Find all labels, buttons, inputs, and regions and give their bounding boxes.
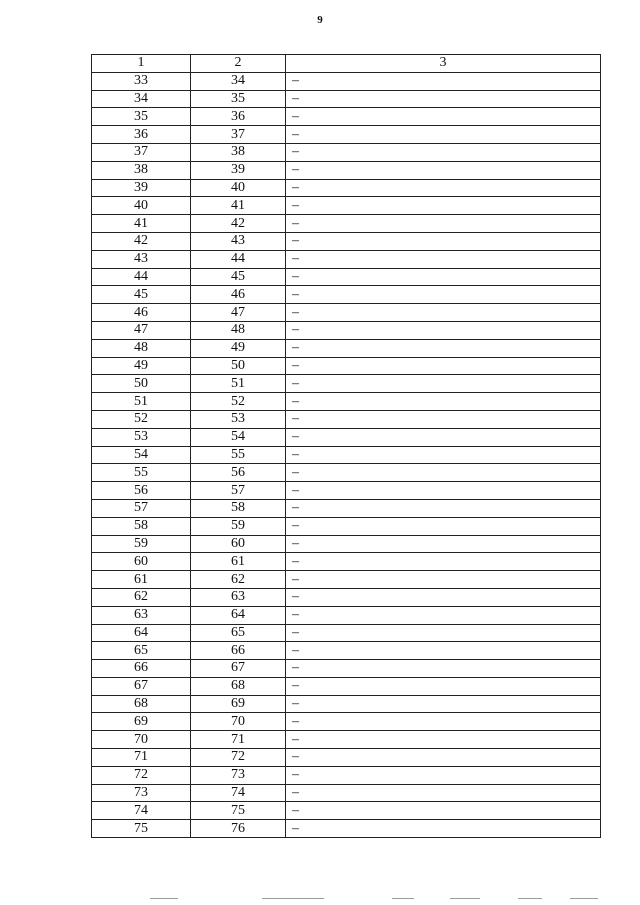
table-cell-col3: – xyxy=(286,304,601,322)
table-cell-col1: 35 xyxy=(92,108,191,126)
table-cell-col3: – xyxy=(286,375,601,393)
table-row xyxy=(92,642,601,660)
table-cell-col3: – xyxy=(286,749,601,767)
table-cell-col2: 35 xyxy=(191,90,286,108)
table-row xyxy=(92,695,601,713)
table-cell-col2: 69 xyxy=(191,695,286,713)
table-cell-col3: – xyxy=(286,499,601,517)
table-cell-col3: – xyxy=(286,571,601,589)
table-cell-col2: 46 xyxy=(191,286,286,304)
table-row xyxy=(92,286,601,304)
table-row xyxy=(92,232,601,250)
table-cell-col2: 54 xyxy=(191,428,286,446)
table-cell-col2: 48 xyxy=(191,321,286,339)
table-row xyxy=(92,482,601,500)
table-cell-col3: – xyxy=(286,161,601,179)
table-row xyxy=(92,410,601,428)
table-cell-col3: – xyxy=(286,695,601,713)
table-row xyxy=(92,215,601,233)
table-cell-col2: 58 xyxy=(191,499,286,517)
table-cell-col1: 47 xyxy=(92,321,191,339)
table-cell-col2: 72 xyxy=(191,749,286,767)
table-row xyxy=(92,571,601,589)
column-header-3: 3 xyxy=(286,55,601,73)
table-cell-col2: 70 xyxy=(191,713,286,731)
table-row xyxy=(92,143,601,161)
table-cell-col2: 76 xyxy=(191,820,286,838)
table-cell-col1: 59 xyxy=(92,535,191,553)
table-cell-col2: 74 xyxy=(191,784,286,802)
table-cell-col2: 62 xyxy=(191,571,286,589)
table-cell-col3: – xyxy=(286,393,601,411)
table-cell-col3: – xyxy=(286,428,601,446)
table-cell-col3: – xyxy=(286,588,601,606)
table-cell-col3: – xyxy=(286,713,601,731)
table-row xyxy=(92,197,601,215)
table-cell-col1: 71 xyxy=(92,749,191,767)
table-row xyxy=(92,464,601,482)
table-cell-col3: – xyxy=(286,766,601,784)
table-row xyxy=(92,517,601,535)
table-cell-col2: 50 xyxy=(191,357,286,375)
table-row xyxy=(92,820,601,838)
table-cell-col3: – xyxy=(286,677,601,695)
table-cell-col1: 38 xyxy=(92,161,191,179)
table-cell-col2: 57 xyxy=(191,482,286,500)
table-cell-col1: 52 xyxy=(92,410,191,428)
table-cell-col2: 75 xyxy=(191,802,286,820)
table-cell-col1: 70 xyxy=(92,731,191,749)
table-cell-col2: 41 xyxy=(191,197,286,215)
table-cell-col2: 68 xyxy=(191,677,286,695)
table-cell-col2: 71 xyxy=(191,731,286,749)
table-cell-col1: 75 xyxy=(92,820,191,838)
table-cell-col3: – xyxy=(286,108,601,126)
table-row xyxy=(92,713,601,731)
table-cell-col2: 64 xyxy=(191,606,286,624)
table-row xyxy=(92,250,601,268)
page-number: 9 xyxy=(317,14,323,26)
table-cell-col1: 54 xyxy=(92,446,191,464)
table-cell-col2: 38 xyxy=(191,143,286,161)
table-cell-col1: 33 xyxy=(92,72,191,90)
table-cell-col3: – xyxy=(286,321,601,339)
table-cell-col1: 62 xyxy=(92,588,191,606)
table-row xyxy=(92,393,601,411)
table-row xyxy=(92,108,601,126)
table-cell-col3: – xyxy=(286,250,601,268)
table-cell-col1: 50 xyxy=(92,375,191,393)
table-cell-col3: – xyxy=(286,517,601,535)
table-cell-col3: – xyxy=(286,446,601,464)
table-row xyxy=(92,624,601,642)
table-cell-col3: – xyxy=(286,482,601,500)
table-cell-col2: 34 xyxy=(191,72,286,90)
table-cell-col1: 49 xyxy=(92,357,191,375)
table-cell-col2: 37 xyxy=(191,126,286,144)
table-row xyxy=(92,428,601,446)
table-cell-col1: 74 xyxy=(92,802,191,820)
table-cell-col3: – xyxy=(286,784,601,802)
table-row xyxy=(92,72,601,90)
table-cell-col2: 52 xyxy=(191,393,286,411)
table-row xyxy=(92,535,601,553)
table-cell-col2: 66 xyxy=(191,642,286,660)
table-header-row xyxy=(92,55,601,73)
table-cell-col1: 42 xyxy=(92,232,191,250)
table-row xyxy=(92,553,601,571)
table-row xyxy=(92,126,601,144)
table-cell-col1: 66 xyxy=(92,660,191,678)
table-row xyxy=(92,304,601,322)
table-cell-col2: 45 xyxy=(191,268,286,286)
table-cell-col2: 51 xyxy=(191,375,286,393)
table-cell-col3: – xyxy=(286,410,601,428)
table-cell-col3: – xyxy=(286,802,601,820)
table-row xyxy=(92,446,601,464)
table-cell-col2: 59 xyxy=(191,517,286,535)
table-row xyxy=(92,499,601,517)
table-cell-col3: – xyxy=(286,215,601,233)
table-cell-col2: 47 xyxy=(191,304,286,322)
table-cell-col2: 40 xyxy=(191,179,286,197)
table-cell-col2: 53 xyxy=(191,410,286,428)
table-cell-col1: 68 xyxy=(92,695,191,713)
table-cell-col3: – xyxy=(286,339,601,357)
table-cell-col3: – xyxy=(286,90,601,108)
table-cell-col3: – xyxy=(286,268,601,286)
table-cell-col2: 55 xyxy=(191,446,286,464)
table-row xyxy=(92,677,601,695)
table-cell-col2: 63 xyxy=(191,588,286,606)
table-cell-col1: 58 xyxy=(92,517,191,535)
table-cell-col1: 60 xyxy=(92,553,191,571)
table-cell-col1: 37 xyxy=(92,143,191,161)
table-row xyxy=(92,749,601,767)
table-cell-col3: – xyxy=(286,197,601,215)
table-cell-col1: 69 xyxy=(92,713,191,731)
table-cell-col1: 57 xyxy=(92,499,191,517)
table-row xyxy=(92,179,601,197)
table-cell-col1: 51 xyxy=(92,393,191,411)
table-row xyxy=(92,766,601,784)
table-row xyxy=(92,784,601,802)
table-row xyxy=(92,268,601,286)
table-cell-col3: – xyxy=(286,606,601,624)
table-cell-col2: 43 xyxy=(191,232,286,250)
table-cell-col2: 65 xyxy=(191,624,286,642)
table-row xyxy=(92,660,601,678)
table-cell-col1: 43 xyxy=(92,250,191,268)
table-cell-col2: 67 xyxy=(191,660,286,678)
table-cell-col3: – xyxy=(286,143,601,161)
table-cell-col3: – xyxy=(286,72,601,90)
table-cell-col2: 61 xyxy=(191,553,286,571)
table-row xyxy=(92,161,601,179)
column-header-1: 1 xyxy=(92,55,191,73)
table-cell-col2: 39 xyxy=(191,161,286,179)
table-cell-col3: – xyxy=(286,535,601,553)
table-cell-col1: 34 xyxy=(92,90,191,108)
table-cell-col1: 73 xyxy=(92,784,191,802)
table-row xyxy=(92,375,601,393)
table-cell-col1: 41 xyxy=(92,215,191,233)
table-cell-col1: 45 xyxy=(92,286,191,304)
table-row xyxy=(92,339,601,357)
table-cell-col2: 36 xyxy=(191,108,286,126)
table-cell-col1: 65 xyxy=(92,642,191,660)
table-cell-col1: 53 xyxy=(92,428,191,446)
table-cell-col3: – xyxy=(286,642,601,660)
table-cell-col2: 60 xyxy=(191,535,286,553)
table-cell-col1: 44 xyxy=(92,268,191,286)
table-cell-col3: – xyxy=(286,464,601,482)
table-body xyxy=(92,72,601,837)
table-row xyxy=(92,802,601,820)
table-cell-col2: 44 xyxy=(191,250,286,268)
table-cell-col1: 67 xyxy=(92,677,191,695)
table-row xyxy=(92,321,601,339)
table-cell-col1: 36 xyxy=(92,126,191,144)
table-cell-col2: 49 xyxy=(191,339,286,357)
table-cell-col1: 55 xyxy=(92,464,191,482)
table-row xyxy=(92,357,601,375)
table-cell-col1: 61 xyxy=(92,571,191,589)
table-cell-col1: 48 xyxy=(92,339,191,357)
table-cell-col3: – xyxy=(286,232,601,250)
table-cell-col1: 72 xyxy=(92,766,191,784)
table-cell-col2: 42 xyxy=(191,215,286,233)
column-header-2: 2 xyxy=(191,55,286,73)
table-row xyxy=(92,588,601,606)
table-cell-col1: 64 xyxy=(92,624,191,642)
table-cell-col3: – xyxy=(286,553,601,571)
table-cell-col1: 39 xyxy=(92,179,191,197)
table-row xyxy=(92,606,601,624)
table-cell-col1: 63 xyxy=(92,606,191,624)
table-cell-col3: – xyxy=(286,126,601,144)
table-cell-col1: 40 xyxy=(92,197,191,215)
table-cell-col2: 56 xyxy=(191,464,286,482)
table-cell-col1: 46 xyxy=(92,304,191,322)
table-row xyxy=(92,90,601,108)
footer-scan-marks xyxy=(150,898,610,902)
table-row xyxy=(92,731,601,749)
table-cell-col3: – xyxy=(286,286,601,304)
table-cell-col1: 56 xyxy=(92,482,191,500)
table-cell-col3: – xyxy=(286,624,601,642)
table-cell-col2: 73 xyxy=(191,766,286,784)
table-cell-col3: – xyxy=(286,820,601,838)
table-cell-col3: – xyxy=(286,179,601,197)
table-cell-col3: – xyxy=(286,731,601,749)
table-cell-col3: – xyxy=(286,357,601,375)
data-table xyxy=(91,54,601,838)
table-cell-col3: – xyxy=(286,660,601,678)
